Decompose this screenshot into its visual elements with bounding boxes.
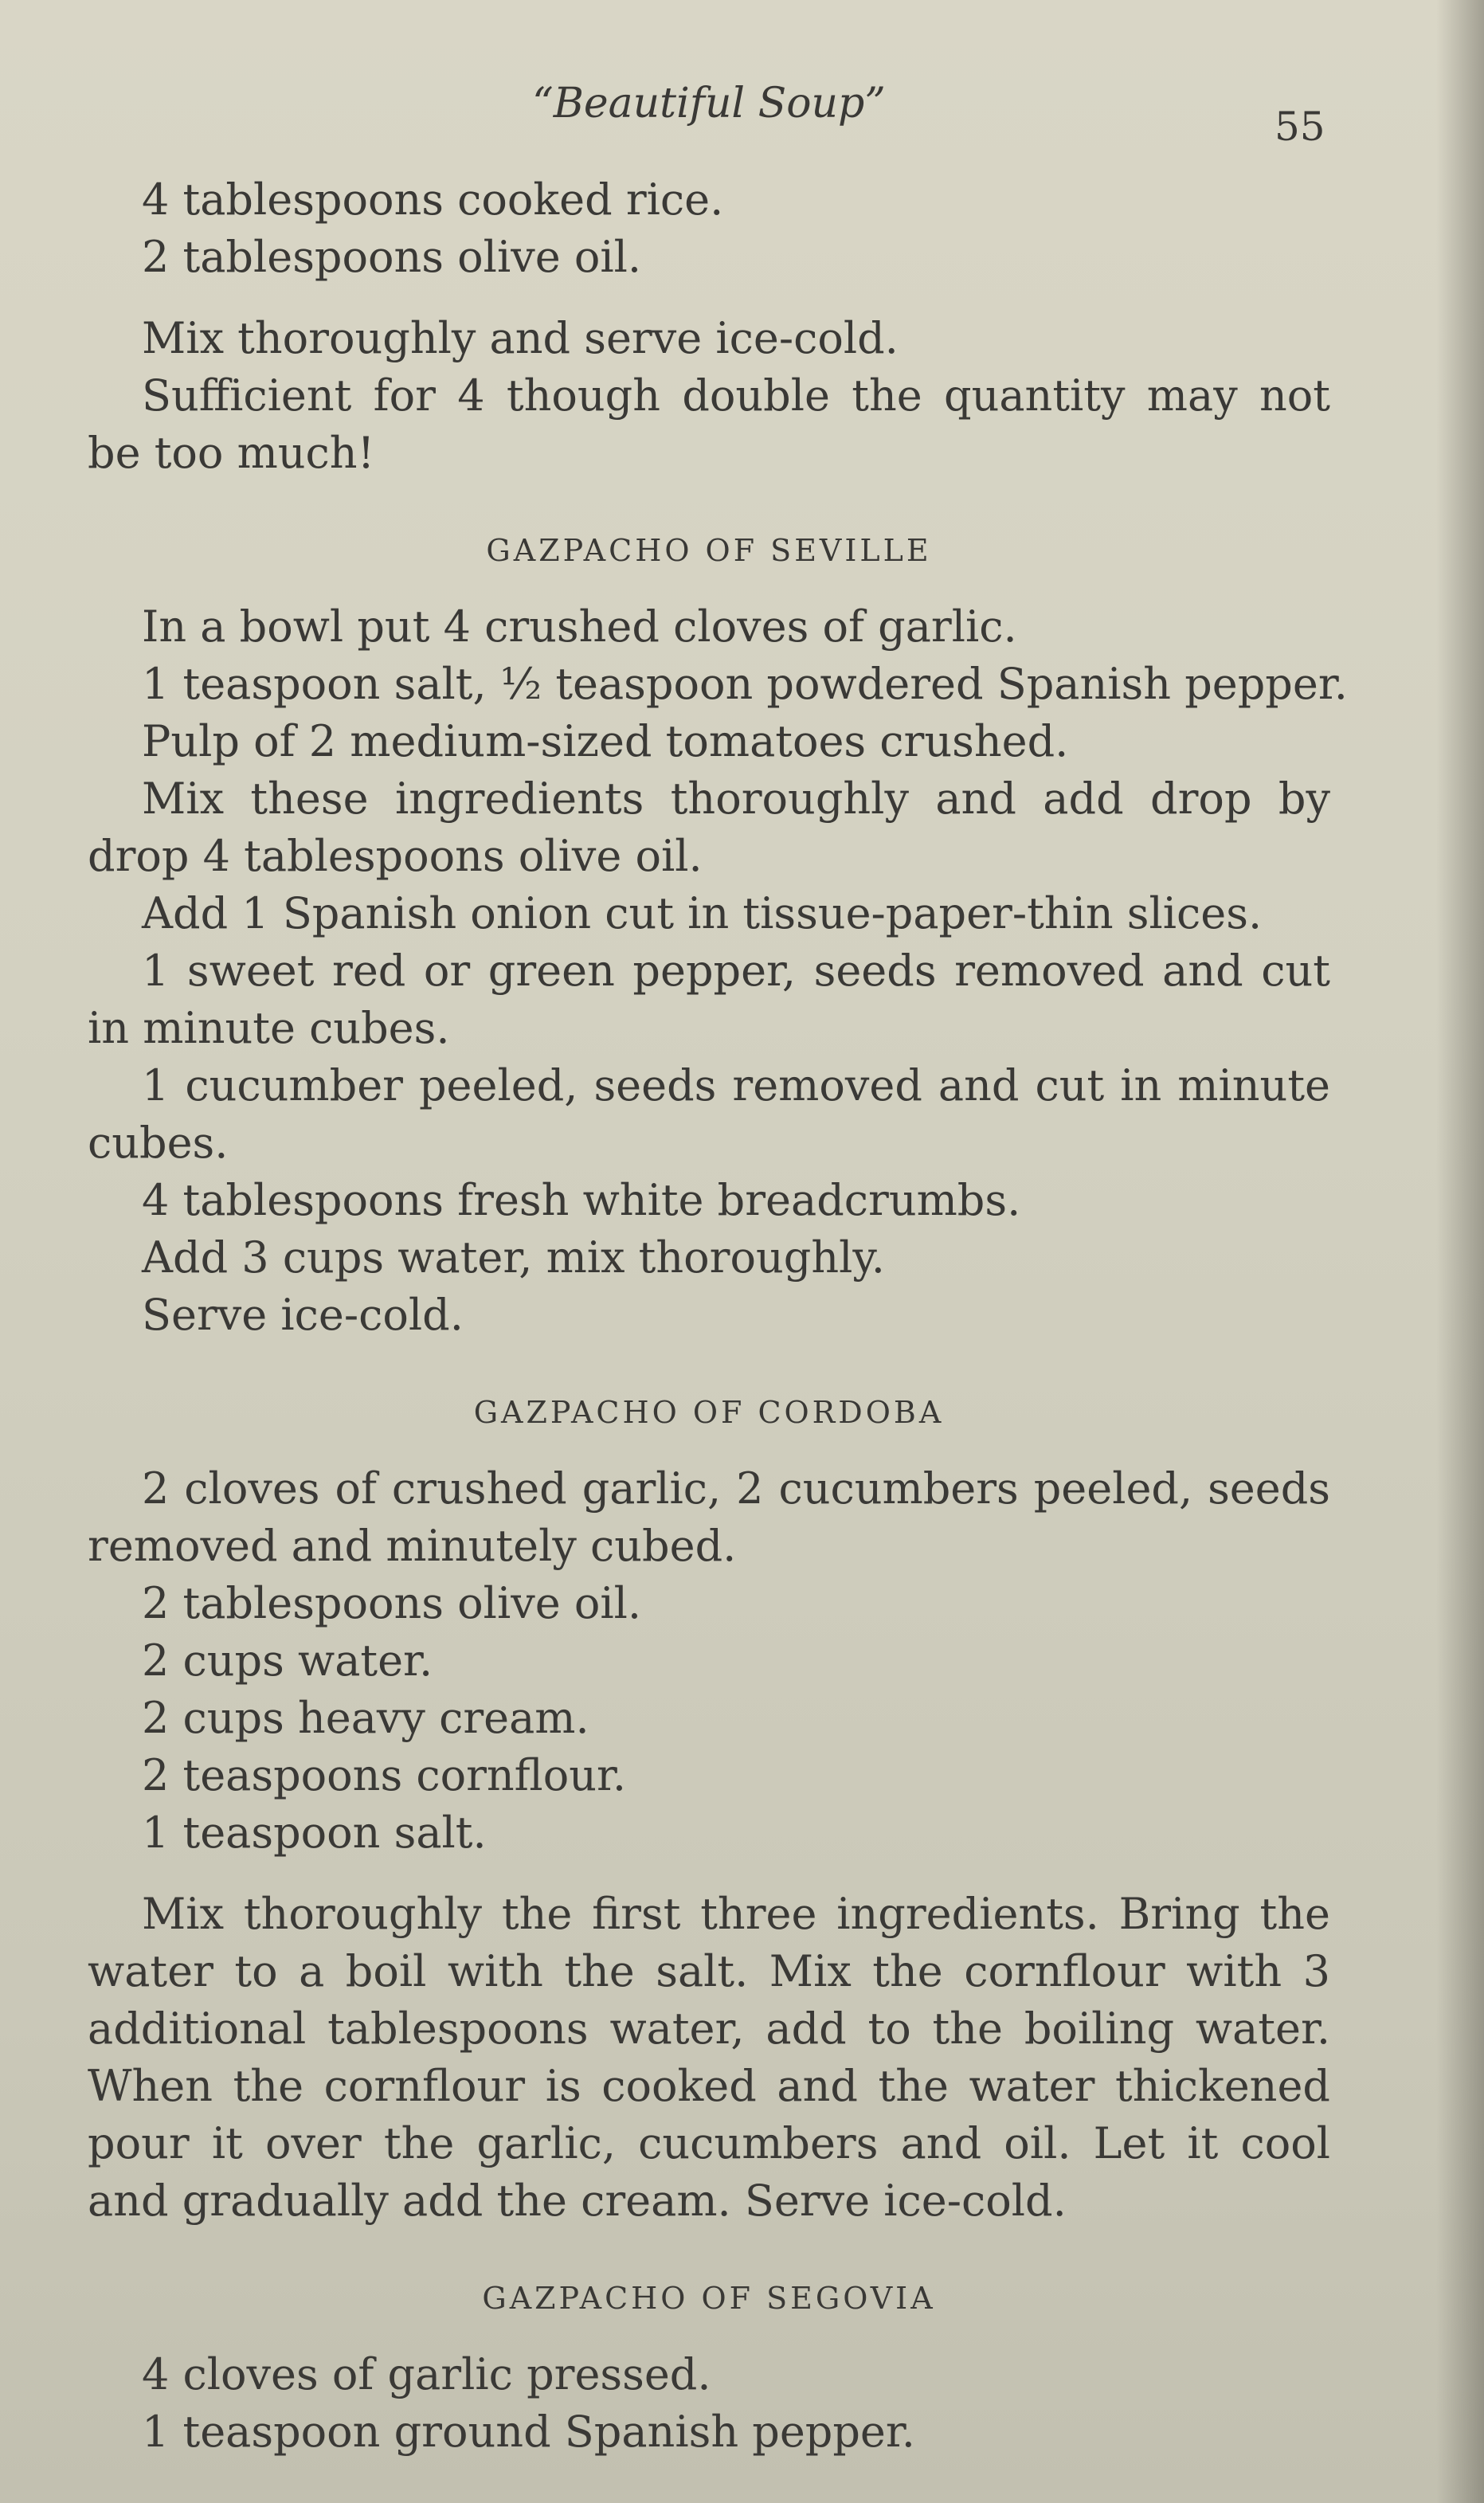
page-number: 55	[1275, 104, 1325, 150]
ingredient-paragraph: 1 sweet red or green pepper, seeds removed and cut in minute cubes.	[88, 946, 1330, 1053]
instruction-paragraph: Mix these ingredients thoroughly and add drop by drop 4 tablespoons olive oil.	[88, 774, 1330, 881]
ingredient-line: Pulp of 2 medium-sized tomatoes crushed.	[142, 716, 1069, 766]
running-title: “Beautiful Soup”	[532, 80, 886, 127]
ingredient-paragraph: 2 cloves of crushed garlic, 2 cucumbers peeled, seeds removed and minutely cubed.	[88, 1463, 1330, 1571]
ingredient-line: Add 1 Spanish onion cut in tissue-paper-thin slices.	[142, 888, 1263, 938]
ingredient-line: Serve ice-cold.	[142, 1290, 464, 1340]
page-content	[88, 171, 1348, 2461]
recipe-heading-cordoba: GAZPACHO OF CORDOBA	[473, 1395, 945, 1430]
recipe-heading-segovia: GAZPACHO OF SEGOVIA	[482, 2281, 936, 2316]
page-edge-shadow	[1436, 0, 1484, 2503]
ingredient-line: In a bowl put 4 crushed cloves of garlic.	[142, 601, 1017, 652]
ingredient-line: 4 tablespoons fresh white breadcrumbs.	[142, 1175, 1021, 1225]
recipe-heading-seville: GAZPACHO OF SEVILLE	[486, 533, 932, 568]
ingredient-line: Add 3 cups water, mix thoroughly.	[142, 1232, 885, 1283]
ingredient-line: 1 teaspoon salt, ½ teaspoon powdered Spanish pepper.	[142, 659, 1348, 709]
ingredient-paragraph: 1 cucumber peeled, seeds removed and cut in minute cubes.	[88, 1060, 1330, 1168]
instruction-paragraph: Sufficient for 4 though double the quantity may not be too much!	[88, 370, 1330, 478]
ingredient-line: 4 tablespoons cooked rice.	[142, 174, 724, 225]
ingredient-line: 2 cups heavy cream.	[142, 1693, 589, 1743]
instruction-paragraph: Mix thoroughly and serve ice-cold.	[142, 313, 899, 363]
ingredient-line: 4 cloves of garlic pressed.	[142, 2349, 711, 2399]
ingredient-line: 2 tablespoons olive oil.	[142, 1578, 642, 1628]
ingredient-line: 1 teaspoon salt.	[142, 1808, 487, 1858]
ingredient-line: 2 teaspoons cornflour.	[142, 1750, 627, 1800]
instruction-paragraph: Mix thoroughly the first three ingredients. Bring the water to a boil with the salt. Mix the cornflour with 3 additional tablespoons water, add to the boiling water. When the cornflour is cooked and the water thickened pour it over the garlic, cucumbers and oil. Let it cool and gradually add the cream. Serve ice-cold.	[88, 1889, 1330, 2226]
ingredient-line: 1 teaspoon ground Spanish pepper.	[142, 2407, 915, 2457]
ingredient-line: 2 tablespoons olive oil.	[142, 232, 642, 282]
ingredient-line: 2 cups water.	[142, 1635, 433, 1686]
